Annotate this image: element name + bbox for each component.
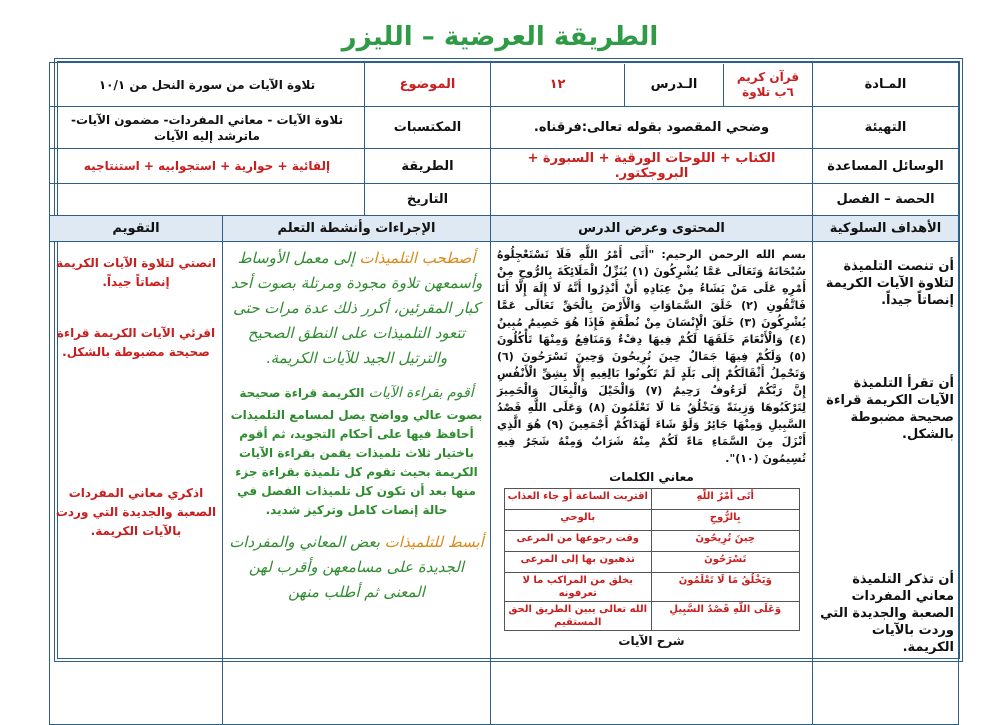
date-label: التاريخ [365, 184, 491, 216]
lesson-label: الـدرس [625, 64, 724, 106]
evaluation-1: انصتي لتلاوة الآيات الكريمة إنصاتاً جيداً. [55, 256, 217, 289]
meaning-row [504, 552, 799, 573]
procedure-2-text: الكريمة قراءة صحيحة بصوت عالي وواضح يصل لمسامع التلميذات أحافظ فيها على أحكام التجويد، ثم أقوم باختيار ثلاث تلميذات يقمن بقراءة الآيات الكريمة بحيث تقوم كل تلميذة بقراءة جزء منها بعد أن تكون كل تلميذات الفصل في حالة إنصات كامل وتركيز شديد. [230, 386, 483, 517]
evaluation-cell [49, 242, 222, 725]
meaning-row [504, 602, 799, 631]
evaluation-header: التقويم [49, 216, 222, 242]
content-footer: شرح الآيات [618, 634, 685, 648]
period-value [491, 184, 813, 216]
procedure-2 [229, 381, 484, 520]
procedure-3-lead: أبسط للتلميذات [384, 533, 484, 551]
procedure-3 [229, 530, 484, 605]
meaning-text: وقت رجوعها من المرعى [504, 531, 652, 552]
objectives-header: الأهداف السلوكية [813, 216, 959, 242]
objective-1: أن تنصت التلميذة لتلاوة الآيات الكريمة إنصاتاً جيداً. [825, 259, 954, 308]
subject-label: المـادة [813, 63, 959, 107]
meaning-text: بالوحي [504, 510, 652, 531]
subject-lesson-cell [491, 63, 813, 107]
page-title: الطريقة العرضية – الليزر [341, 22, 659, 52]
procedure-2-lead: أقوم بقراءة الآيات [368, 385, 474, 401]
content-header: المحتوى وعرض الدرس [491, 216, 813, 242]
meaning-word: أَتَى أَمْرُ اللَّهِ [652, 489, 800, 510]
meaning-text: الله تعالى يبين الطريق الحق المستقيم [504, 602, 652, 631]
content-cell [491, 242, 813, 725]
objectives-cell [813, 242, 959, 725]
objective-2: أن تقرأ التلميذة الآيات الكريمة قراءة صحيحة مضبوطة بالشكل. [826, 376, 954, 442]
objective-3: أن تذكر التلميذة معاني المفردات الصعبة والجديدة التي وردت بالآيات الكريمة. [820, 572, 954, 655]
warmup-label: التهيئة [813, 107, 959, 149]
evaluation-2: اقرئي الآيات الكريمة قراءة صحيحة مضبوطة بالشكل. [56, 326, 216, 359]
meanings-table [504, 488, 800, 631]
procedure-1-lead: أصطحب التلميذات [359, 249, 476, 267]
meaning-word: وَعَلَى اللَّهِ قَصْدُ السَّبِيلِ [652, 602, 800, 631]
meaning-row [504, 573, 799, 602]
period-label: الحصة – الفصل [813, 184, 959, 216]
meaning-word: وَيَخْلُقُ مَا لَا تَعْلَمُونَ [652, 573, 800, 602]
topic-label: الموضوع [365, 63, 491, 107]
subject-value: قرآن كريم ٦ب تلاوة [724, 64, 813, 106]
warmup-value: وضحي المقصود بقوله تعالى:فرقناه. [491, 107, 813, 149]
procedure-1 [229, 246, 484, 371]
meaning-word: تَسْرَحُونَ [652, 552, 800, 573]
topic-value: تلاوة الآيات من سورة النحل من ١٠/١ [49, 63, 364, 107]
skills-value: تلاوة الآيات - معاني المفردات- مضمون الآيات- ماترشد إليه الآيات [49, 107, 364, 149]
procedures-header: الإجراءات وأنشطة التعلم [223, 216, 491, 242]
meaning-word: حِينَ تُرِيحُونَ [652, 531, 800, 552]
quran-verses: بسم الله الرحمن الرحيم: "أَتَى أَمْرُ اللَّهِ فَلَا تَسْتَعْجِلُوهُ سُبْحَانَهُ وَتَعَالَى عَمَّا يُشْرِكُونَ (١) يُنَزِّلُ الْمَلَائِكَةَ بِالرُّوحِ مِنْ أَمْرِهِ عَلَى مَنْ يَشَاءُ مِنْ عِبَادِهِ أَنْ أَنْذِرُوا أَنَّهُ لَا إِلَهَ إِلَّا أَنَا فَاتَّقُونِ (٢) خَلَقَ السَّمَاوَاتِ وَالْأَرْضَ بِالْحَقِّ تَعَالَى عَمَّا يُشْرِكُونَ (٣) خَلَقَ الْإِنْسَانَ مِنْ نُطْفَةٍ فَإِذَا هُوَ خَصِيمٌ مُبِينٌ (٤) وَالْأَنْعَامَ خَلَقَهَا لَكُمْ فِيهَا دِفْءٌ وَمَنَافِعُ وَمِنْهَا تَأْكُلُونَ (٥) وَلَكُمْ فِيهَا جَمَالٌ حِينَ تُرِيحُونَ وَحِينَ تَسْرَحُونَ (٦) وَتَحْمِلُ أَثْقَالَكُمْ إِلَى بَلَدٍ لَمْ تَكُونُوا بَالِغِيهِ إِلَّا بِشِقِّ الْأَنْفُسِ إِنَّ رَبَّكُمْ لَرَءُوفٌ رَحِيمٌ (٧) وَالْخَيْلَ وَالْبِغَالَ وَالْحَمِيرَ لِتَرْكَبُوهَا وَزِينَةً وَيَخْلُقُ مَا لَا تَعْلَمُونَ (٨) وَعَلَى اللَّهِ قَصْدُ السَّبِيلِ وَمِنْهَا جَائِرٌ وَلَوْ شَاءَ لَهَدَاكُمْ أَجْمَعِينَ (٩) هُوَ الَّذِي أَنْزَلَ مِنَ السَّمَاءِ مَاءً لَكُمْ مِنْهُ شَرَابٌ وَمِنْهُ شَجَرٌ فِيهِ تُسِيمُونَ (١٠)". [497, 248, 807, 465]
lesson-plan-table [54, 58, 963, 662]
meaning-row [504, 489, 799, 510]
meaning-text: يخلق من المراكب ما لا تعرفونه [504, 573, 652, 602]
meanings-title: معاني الكلمات [609, 470, 694, 484]
procedure-1-text: إلى معمل الأوساط وأسمعهن تلاوة مجودة ومرتلة بصوت أحد كبار المقرئين، أكرر ذلك عدة مرات حتى تتعود التلميذات على النطق الصحيح والترتيل الجيد للآيات الكريمة. [230, 249, 483, 367]
method-label: الطريقة [365, 149, 491, 184]
method-value: إلقائية + حوارية + استجوابيه + استنتاجيه [49, 149, 364, 184]
date-value [49, 184, 364, 216]
skills-label: المكتسبات [365, 107, 491, 149]
evaluation-3: اذكري معاني المفردات الصعبة والجديدة التي وردت بالآيات الكريمة. [55, 486, 217, 538]
procedures-cell [223, 242, 491, 725]
lesson-value: ١٢ [549, 77, 566, 92]
meaning-text: اقتربت الساعة أو جاء العذاب [504, 489, 652, 510]
meaning-text: تذهبون بها إلى المرعى [504, 552, 652, 573]
meaning-row [504, 510, 799, 531]
meaning-row [504, 531, 799, 552]
meaning-word: بِالرُّوحِ [652, 510, 800, 531]
procedure-3-text: بعض المعاني والمفردات الجديدة على مسامعهن وأقرب لهن المعنى ثم أطلب منهن [229, 533, 465, 601]
aids-label: الوسائل المساعدة [813, 149, 959, 184]
aids-value: الكتاب + اللوحات الورقية + السبورة + البروجكتور. [491, 149, 813, 184]
